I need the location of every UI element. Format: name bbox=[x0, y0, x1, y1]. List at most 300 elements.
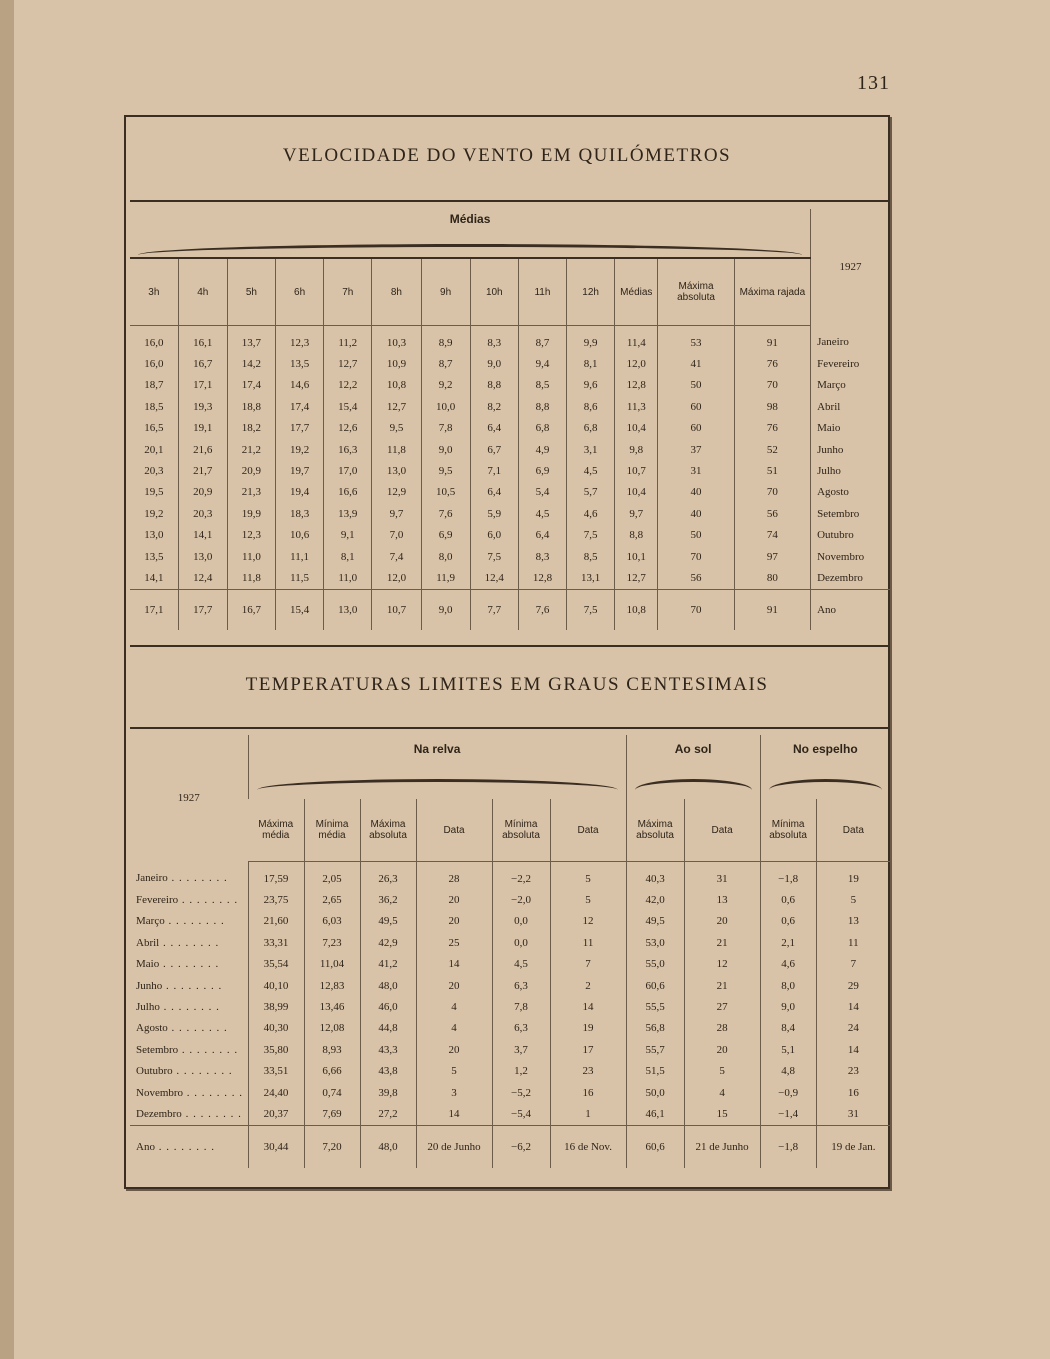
temp-cell: 38,99 bbox=[248, 996, 304, 1017]
temp-cell: −6,2 bbox=[492, 1125, 550, 1168]
temp-cell: 8,0 bbox=[760, 975, 816, 996]
year-row bbox=[130, 589, 890, 630]
wind-cell: 18,7 bbox=[144, 379, 164, 392]
wind-cell: 11,0 bbox=[227, 546, 275, 567]
wind-cell: 20,3 bbox=[178, 503, 227, 524]
temp-cell: 40,30 bbox=[248, 1018, 304, 1039]
wind-cell: 9,8 bbox=[615, 439, 658, 460]
wind-cell: 91 bbox=[734, 326, 810, 354]
table-row bbox=[130, 525, 890, 546]
temp-col-header: Data bbox=[416, 799, 492, 862]
temp-cell: 28 bbox=[684, 1018, 760, 1039]
wind-cell: 8,3 bbox=[470, 326, 518, 354]
temp-cell: 16 bbox=[550, 1082, 626, 1103]
wind-cell: 9,4 bbox=[518, 353, 566, 374]
wind-cell: 9,9 bbox=[567, 326, 615, 354]
wind-cell: 11,3 bbox=[615, 396, 658, 417]
month-label: Abril bbox=[811, 396, 890, 417]
group-label: Na relva bbox=[413, 742, 461, 756]
wind-cell: 13,0 bbox=[324, 589, 372, 630]
temp-cell: 17,59 bbox=[248, 862, 304, 890]
temp-cell: 4,5 bbox=[492, 954, 550, 975]
month-label bbox=[130, 1061, 248, 1082]
wind-cell: 13,5 bbox=[276, 353, 324, 374]
wind-cell: 6,8 bbox=[518, 418, 566, 439]
wind-cell: 12,0 bbox=[615, 353, 658, 374]
temp-cell: 7 bbox=[816, 954, 890, 975]
wind-cell: 6,4 bbox=[518, 525, 566, 546]
temp-cell: 28 bbox=[416, 862, 492, 890]
wind-cell: 12,8 bbox=[518, 567, 566, 589]
wind-cell: 7,5 bbox=[567, 589, 615, 630]
wind-cell: 13,0 bbox=[178, 546, 227, 567]
month-text: Julho . . . bbox=[136, 1001, 220, 1013]
temp-col-header: Mínima média bbox=[304, 799, 360, 862]
temp-col-header: Data bbox=[816, 799, 890, 862]
temp-cell: 7,23 bbox=[304, 932, 360, 953]
month-label bbox=[130, 954, 248, 975]
wind-cell: 9,0 bbox=[421, 439, 470, 460]
temp-cell: 26,3 bbox=[360, 862, 416, 890]
temp-cell: 55,0 bbox=[626, 954, 684, 975]
month-label bbox=[130, 1082, 248, 1103]
temp-cell: −1,8 bbox=[760, 1125, 816, 1168]
temp-cell: 20 bbox=[684, 911, 760, 932]
wind-cell: 9,7 bbox=[615, 503, 658, 524]
wind-cell: 19,3 bbox=[178, 396, 227, 417]
temp-cell: 31 bbox=[816, 1103, 890, 1125]
table-row bbox=[130, 1082, 890, 1103]
wind-cell: 8,5 bbox=[518, 375, 566, 396]
month-label bbox=[130, 1039, 248, 1060]
wind-cell: 10,8 bbox=[615, 589, 658, 630]
temp-cell: −2,2 bbox=[492, 862, 550, 890]
divider bbox=[130, 727, 888, 729]
temp-cell: 13 bbox=[816, 911, 890, 932]
temp-cell: 21 bbox=[684, 932, 760, 953]
temp-cell: 0,74 bbox=[304, 1082, 360, 1103]
month-label: Outubro bbox=[811, 525, 890, 546]
table-row bbox=[130, 889, 890, 910]
wind-cell: 7,0 bbox=[372, 525, 421, 546]
table-row bbox=[130, 996, 890, 1017]
wind-cell: 12,7 bbox=[372, 396, 421, 417]
wind-cell: 20,9 bbox=[227, 460, 275, 481]
table-row bbox=[130, 1018, 890, 1039]
temp-cell: 5 bbox=[550, 862, 626, 890]
wind-cell: 17,0 bbox=[324, 460, 372, 481]
wind-cell: 7,1 bbox=[470, 460, 518, 481]
month-label: Agosto bbox=[811, 482, 890, 503]
wind-cell: 21,3 bbox=[227, 482, 275, 503]
wind-year-header: 1927 bbox=[811, 209, 890, 326]
wind-cell: 12,9 bbox=[372, 482, 421, 503]
temp-cell: 33,31 bbox=[248, 932, 304, 953]
temp-cell: 20 de Junho bbox=[416, 1125, 492, 1168]
month-text: Ano . . . bbox=[136, 1141, 215, 1153]
wind-cell: 18,5 bbox=[144, 400, 164, 413]
year-row bbox=[130, 1125, 890, 1168]
month-label bbox=[130, 975, 248, 996]
wind-cell: 19,7 bbox=[276, 460, 324, 481]
month-label: Ano bbox=[811, 589, 890, 630]
temp-cell: 60,6 bbox=[626, 1125, 684, 1168]
temp-cell: 43,3 bbox=[360, 1039, 416, 1060]
month-text: Outubro . . . bbox=[136, 1065, 233, 1077]
temp-cell: 27,2 bbox=[360, 1103, 416, 1125]
temp-cell: −5,2 bbox=[492, 1082, 550, 1103]
temp-cell: 4 bbox=[416, 996, 492, 1017]
temp-cell: 46,1 bbox=[626, 1103, 684, 1125]
table-row bbox=[130, 1103, 890, 1125]
wind-cell: 12,4 bbox=[178, 567, 227, 589]
wind-cell: 11,8 bbox=[372, 439, 421, 460]
temp-col-header: Mínima absoluta bbox=[492, 799, 550, 862]
temp-cell: 49,5 bbox=[626, 911, 684, 932]
temp-cell: 21 bbox=[684, 975, 760, 996]
wind-cell: 13,5 bbox=[144, 550, 164, 563]
temp-cell: 12 bbox=[684, 954, 760, 975]
wind-cell: 8,6 bbox=[567, 396, 615, 417]
month-label: Fevereiro bbox=[811, 353, 890, 374]
wind-cell: 14,2 bbox=[227, 353, 275, 374]
temp-cell: 5,1 bbox=[760, 1039, 816, 1060]
temp-cell: 14 bbox=[816, 1039, 890, 1060]
temp-cell: −1,4 bbox=[760, 1103, 816, 1125]
wind-cell: 4,5 bbox=[567, 460, 615, 481]
temp-cell: −0,9 bbox=[760, 1082, 816, 1103]
temp-group-sol bbox=[626, 735, 760, 799]
temp-cell: 16 bbox=[816, 1082, 890, 1103]
wind-cell: 8,8 bbox=[615, 525, 658, 546]
temp-cell: 6,03 bbox=[304, 911, 360, 932]
wind-cell: 18,8 bbox=[227, 396, 275, 417]
temp-cell: −5,4 bbox=[492, 1103, 550, 1125]
temp-cell: 11 bbox=[816, 932, 890, 953]
temp-cell: 13,46 bbox=[304, 996, 360, 1017]
wind-cell: 7,5 bbox=[470, 546, 518, 567]
wind-group-label: Médias bbox=[449, 211, 491, 226]
wind-cell: 56 bbox=[734, 503, 810, 524]
temp-cell: 53,0 bbox=[626, 932, 684, 953]
temp-group-relva bbox=[248, 735, 626, 799]
temp-cell: 11 bbox=[550, 932, 626, 953]
month-label bbox=[130, 911, 248, 932]
wind-cell: 12,0 bbox=[372, 567, 421, 589]
wind-cell: 31 bbox=[658, 460, 734, 481]
wind-cell: 11,9 bbox=[421, 567, 470, 589]
temp-cell: 7,8 bbox=[492, 996, 550, 1017]
month-text: Março . . . bbox=[136, 915, 225, 927]
wind-cell: 8,7 bbox=[518, 326, 566, 354]
month-label bbox=[130, 889, 248, 910]
wind-cell: 11,4 bbox=[615, 326, 658, 354]
wind-cell: 16,7 bbox=[227, 589, 275, 630]
wind-cell: 5,4 bbox=[518, 482, 566, 503]
wind-cell: 17,1 bbox=[130, 589, 178, 630]
temp-cell: 17 bbox=[550, 1039, 626, 1060]
wind-cell: 7,7 bbox=[470, 589, 518, 630]
wind-cell: 9,7 bbox=[372, 503, 421, 524]
temp-cell: 11,04 bbox=[304, 954, 360, 975]
temp-cell: 25 bbox=[416, 932, 492, 953]
temp-col-header: Mínima absoluta bbox=[760, 799, 816, 862]
month-text: Dezembro . . . bbox=[136, 1108, 242, 1120]
wind-cell: 12,6 bbox=[324, 418, 372, 439]
table-row bbox=[130, 862, 890, 890]
temp-cell: 2,05 bbox=[304, 862, 360, 890]
temp-cell: 27 bbox=[684, 996, 760, 1017]
wind-cell: 10,7 bbox=[615, 460, 658, 481]
temp-cell: 0,0 bbox=[492, 932, 550, 953]
month-label: Dezembro bbox=[811, 567, 890, 589]
page-number: 131 bbox=[857, 72, 890, 94]
month-label bbox=[130, 1018, 248, 1039]
table-row bbox=[130, 503, 890, 524]
temp-cell: 20 bbox=[416, 911, 492, 932]
wind-cell: 13,0 bbox=[372, 460, 421, 481]
wind-cell: 19,2 bbox=[144, 507, 164, 520]
wind-cell: 12,3 bbox=[227, 525, 275, 546]
wind-cell: 9,1 bbox=[324, 525, 372, 546]
wind-cell: 9,6 bbox=[567, 375, 615, 396]
temp-cell: 14 bbox=[816, 996, 890, 1017]
temp-cell: 13 bbox=[684, 889, 760, 910]
temp-cell: 51,5 bbox=[626, 1061, 684, 1082]
wind-cell: 7,8 bbox=[421, 418, 470, 439]
wind-cell: 3,1 bbox=[567, 439, 615, 460]
temp-col-header: Máxima absoluta bbox=[626, 799, 684, 862]
wind-cell: 8,1 bbox=[567, 353, 615, 374]
temp-cell: 23 bbox=[816, 1061, 890, 1082]
wind-cell: 11,0 bbox=[324, 567, 372, 589]
wind-cell: 11,2 bbox=[324, 326, 372, 354]
wind-cell: 18,2 bbox=[227, 418, 275, 439]
wind-cell: 37 bbox=[658, 439, 734, 460]
temp-col-header: Máxima absoluta bbox=[360, 799, 416, 862]
month-text: Junho . . . bbox=[136, 980, 222, 992]
wind-cell: 40 bbox=[658, 503, 734, 524]
temp-year-header: 1927 bbox=[177, 791, 200, 804]
temp-cell: 14 bbox=[416, 1103, 492, 1125]
wind-cell: 17,4 bbox=[276, 396, 324, 417]
temp-cell: 0,0 bbox=[492, 911, 550, 932]
temp-cell: 44,8 bbox=[360, 1018, 416, 1039]
wind-cell: 9,2 bbox=[421, 375, 470, 396]
wind-cell: 19,1 bbox=[178, 418, 227, 439]
temp-col-header: Data bbox=[550, 799, 626, 862]
wind-cell: 6,8 bbox=[567, 418, 615, 439]
wind-cell: 4,9 bbox=[518, 439, 566, 460]
temp-cell: 46,0 bbox=[360, 996, 416, 1017]
temp-cell: 19 bbox=[550, 1018, 626, 1039]
group-label: Ao sol bbox=[674, 742, 712, 756]
temp-col-header: Máxima média bbox=[248, 799, 304, 862]
divider bbox=[130, 645, 888, 647]
temp-cell: 20 bbox=[416, 889, 492, 910]
wind-cell: 8,9 bbox=[421, 326, 470, 354]
table-row bbox=[130, 418, 890, 439]
temp-cell: 2 bbox=[550, 975, 626, 996]
wind-cell: 8,2 bbox=[470, 396, 518, 417]
temp-cell: 55,7 bbox=[626, 1039, 684, 1060]
temp-cell: 39,8 bbox=[360, 1082, 416, 1103]
temp-cell: 6,3 bbox=[492, 1018, 550, 1039]
wind-cell: 60 bbox=[658, 418, 734, 439]
month-label: Janeiro bbox=[811, 326, 890, 354]
temp-cell: 48,0 bbox=[360, 1125, 416, 1168]
temp-cell: 19 bbox=[816, 862, 890, 890]
temp-cell: 3,7 bbox=[492, 1039, 550, 1060]
temp-cell: 4 bbox=[684, 1082, 760, 1103]
temp-cell: 8,93 bbox=[304, 1039, 360, 1060]
wind-col-header: Máxima absoluta bbox=[658, 258, 734, 326]
wind-col-header: 3h bbox=[130, 258, 178, 326]
wind-cell: 19,9 bbox=[227, 503, 275, 524]
wind-cell: 8,1 bbox=[324, 546, 372, 567]
wind-col-header: 11h bbox=[518, 258, 566, 326]
wind-cell: 7,5 bbox=[567, 525, 615, 546]
table-row bbox=[130, 375, 890, 396]
temp-cell: 12 bbox=[550, 911, 626, 932]
temp-cell: 0,6 bbox=[760, 911, 816, 932]
temp-cell: 56,8 bbox=[626, 1018, 684, 1039]
wind-col-header: 6h bbox=[276, 258, 324, 326]
temp-cell: 33,51 bbox=[248, 1061, 304, 1082]
wind-cell: 10,4 bbox=[615, 418, 658, 439]
wind-cell: 19,2 bbox=[276, 439, 324, 460]
wind-cell: 10,7 bbox=[372, 589, 421, 630]
wind-cell: 12,7 bbox=[324, 353, 372, 374]
wind-cell: 12,7 bbox=[615, 567, 658, 589]
wind-col-header: 10h bbox=[470, 258, 518, 326]
temp-cell: 7,20 bbox=[304, 1125, 360, 1168]
wind-cell: 16,0 bbox=[144, 336, 164, 349]
wind-col-header: Máxima rajada bbox=[734, 258, 810, 326]
wind-cell: 13,9 bbox=[324, 503, 372, 524]
temp-cell: 5 bbox=[550, 889, 626, 910]
temp-cell: 42,9 bbox=[360, 932, 416, 953]
wind-cell: 40 bbox=[658, 482, 734, 503]
temp-cell: 0,6 bbox=[760, 889, 816, 910]
page-edge bbox=[0, 0, 14, 1359]
wind-cell: 17,7 bbox=[178, 589, 227, 630]
temp-cell: 2,1 bbox=[760, 932, 816, 953]
temp-col-header: Data bbox=[684, 799, 760, 862]
wind-cell: 6,9 bbox=[421, 525, 470, 546]
wind-cell: 70 bbox=[734, 482, 810, 503]
brace bbox=[769, 779, 883, 790]
wind-cell: 9,0 bbox=[421, 589, 470, 630]
wind-cell: 15,4 bbox=[324, 396, 372, 417]
wind-cell: 70 bbox=[658, 589, 734, 630]
temp-cell: 8,4 bbox=[760, 1018, 816, 1039]
temp-cell: 21 de Junho bbox=[684, 1125, 760, 1168]
table-row bbox=[130, 396, 890, 417]
wind-cell: 14,1 bbox=[144, 571, 164, 584]
temp-cell: 35,54 bbox=[248, 954, 304, 975]
wind-cell: 53 bbox=[658, 326, 734, 354]
brace bbox=[635, 779, 752, 790]
wind-col-header: 9h bbox=[421, 258, 470, 326]
wind-cell: 50 bbox=[658, 375, 734, 396]
wind-table bbox=[130, 209, 890, 630]
temp-cell: 48,0 bbox=[360, 975, 416, 996]
wind-cell: 8,0 bbox=[421, 546, 470, 567]
temp-cell: 23,75 bbox=[248, 889, 304, 910]
temp-cell: 29 bbox=[816, 975, 890, 996]
temp-cell: 3 bbox=[416, 1082, 492, 1103]
wind-col-header: 7h bbox=[324, 258, 372, 326]
temp-cell: 6,66 bbox=[304, 1061, 360, 1082]
table-row bbox=[130, 439, 890, 460]
month-label bbox=[130, 1125, 248, 1168]
wind-cell: 13,0 bbox=[144, 529, 164, 542]
temp-cell: 24 bbox=[816, 1018, 890, 1039]
temp-cell: 5 bbox=[416, 1061, 492, 1082]
temp-cell: 12,08 bbox=[304, 1018, 360, 1039]
group-label: No espelho bbox=[793, 742, 858, 756]
table-row bbox=[130, 546, 890, 567]
temp-cell: 49,5 bbox=[360, 911, 416, 932]
temp-cell: 23 bbox=[550, 1061, 626, 1082]
month-label bbox=[130, 996, 248, 1017]
temp-cell: 35,80 bbox=[248, 1039, 304, 1060]
table-row bbox=[130, 567, 890, 589]
temp-cell: 5 bbox=[816, 889, 890, 910]
temp-cell: 4,8 bbox=[760, 1061, 816, 1082]
wind-cell: 9,0 bbox=[470, 353, 518, 374]
wind-cell: 16,1 bbox=[178, 326, 227, 354]
wind-cell: 12,8 bbox=[615, 375, 658, 396]
temp-cell: 4 bbox=[416, 1018, 492, 1039]
temp-cell: −2,0 bbox=[492, 889, 550, 910]
temp-cell: 9,0 bbox=[760, 996, 816, 1017]
wind-cell: 14,1 bbox=[178, 525, 227, 546]
temp-group-espelho bbox=[760, 735, 890, 799]
table-row bbox=[130, 1061, 890, 1082]
wind-cell: 16,3 bbox=[324, 439, 372, 460]
wind-cell: 19,5 bbox=[144, 486, 164, 499]
wind-cell: 7,6 bbox=[421, 503, 470, 524]
wind-cell: 13,1 bbox=[567, 567, 615, 589]
wind-cell: 10,4 bbox=[615, 482, 658, 503]
wind-cell: 8,8 bbox=[518, 396, 566, 417]
temp-cell: 7,69 bbox=[304, 1103, 360, 1125]
wind-cell: 6,9 bbox=[518, 460, 566, 481]
temp-cell: 42,0 bbox=[626, 889, 684, 910]
wind-cell: 11,5 bbox=[276, 567, 324, 589]
wind-cell: 56 bbox=[658, 567, 734, 589]
temp-cell: 12,83 bbox=[304, 975, 360, 996]
wind-cell: 5,7 bbox=[567, 482, 615, 503]
temp-cell: 16 de Nov. bbox=[550, 1125, 626, 1168]
table-row bbox=[130, 460, 890, 481]
month-label bbox=[130, 862, 248, 890]
wind-cell: 91 bbox=[734, 589, 810, 630]
temp-cell: 30,44 bbox=[248, 1125, 304, 1168]
wind-cell: 18,3 bbox=[276, 503, 324, 524]
month-text: Maio . . . bbox=[136, 958, 219, 970]
wind-cell: 13,7 bbox=[227, 326, 275, 354]
wind-cell: 5,9 bbox=[470, 503, 518, 524]
temp-cell: 15 bbox=[684, 1103, 760, 1125]
temp-cell: −1,8 bbox=[760, 862, 816, 890]
temp-cell: 4,6 bbox=[760, 954, 816, 975]
wind-cell: 8,5 bbox=[567, 546, 615, 567]
wind-cell: 16,7 bbox=[178, 353, 227, 374]
wind-cell: 15,4 bbox=[276, 589, 324, 630]
